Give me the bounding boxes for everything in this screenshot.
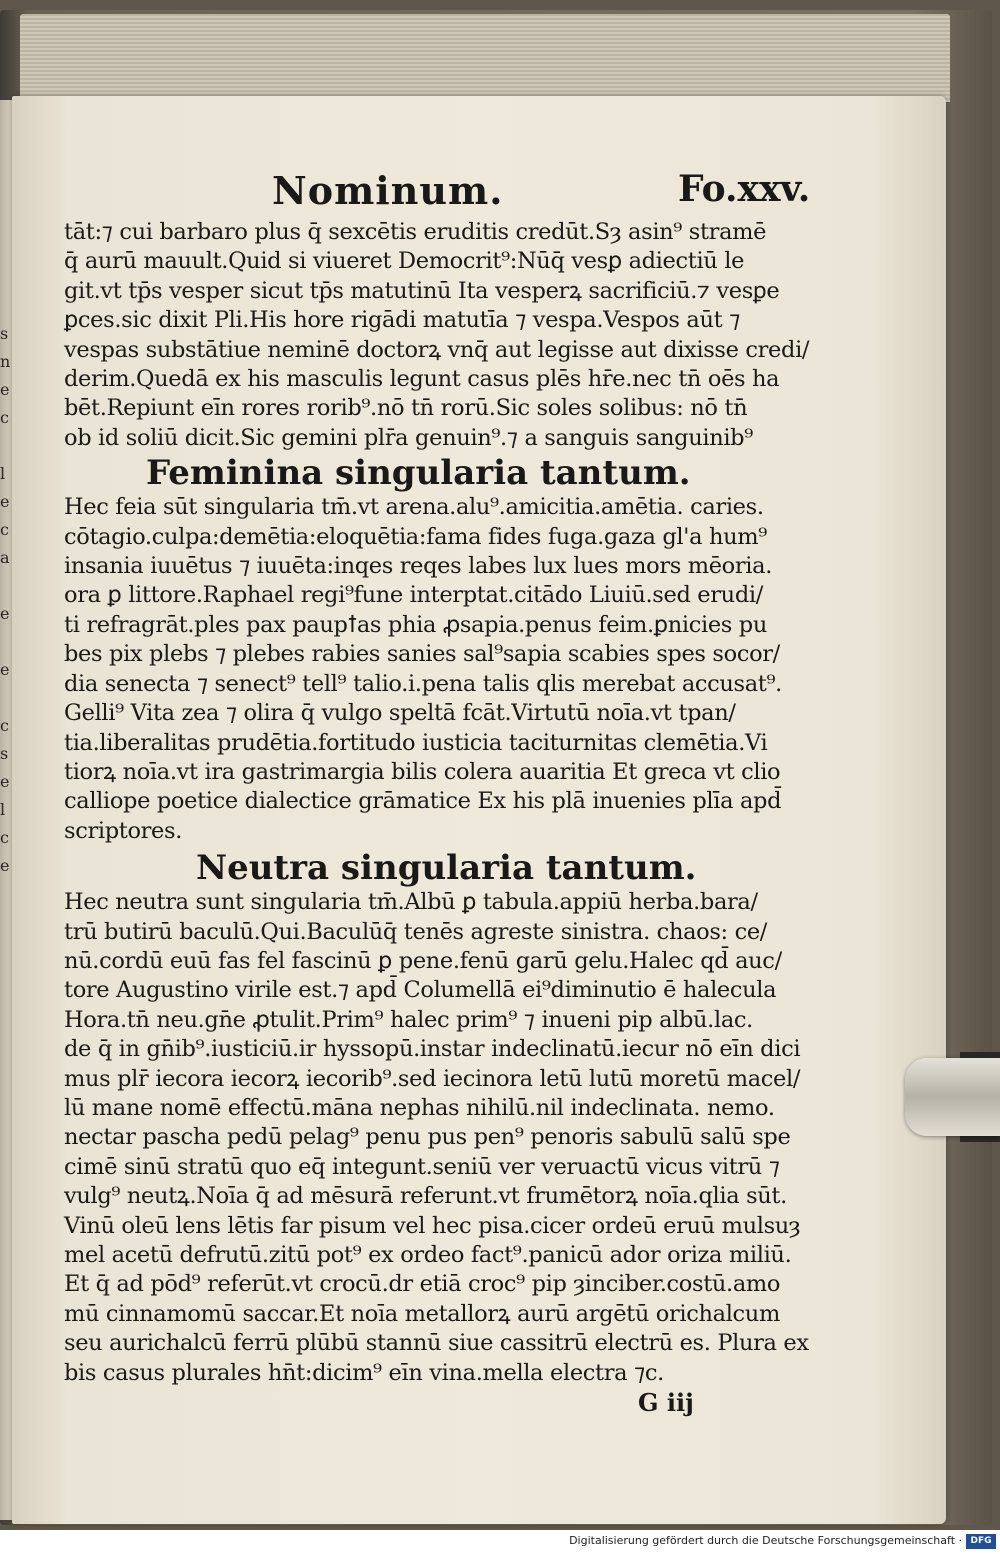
text-line: ora ꝑ littore.Raphael regi⁹fune interptat.citādo Liuiū.sed erudi/ — [64, 582, 763, 609]
text-line: ob id soliū dicit.Sic gemini plr̄a genuin⁹.⁊ a sanguis sanguinib⁹ — [64, 424, 753, 451]
text-line: bis casus plurales hn̄t:dicim⁹ eīn vina.mella electra ⁊c. — [64, 1359, 664, 1386]
text-line: dia senecta ⁊ senect⁹ tell⁹ talio.i.pena talis qlis merebat accusat⁹. — [64, 670, 782, 697]
text-line: q̄ aurū mauult.Quid si viueret Democrit⁹:Nūq̄ vesꝑ adiectiū le — [64, 248, 745, 275]
text-line: scriptores. — [64, 817, 183, 844]
folio-number: Fo.xxv. — [678, 168, 811, 210]
text-line: cimē sinū stratū quo eq̄ integunt.seniū ver veruactū vicus vitrū ⁊ — [64, 1153, 780, 1180]
paragraph-2 — [64, 493, 824, 846]
text-line: insania iuuētus ⁊ iuuēta:inqes reqes labes lux lues mors mēoria. — [64, 553, 772, 580]
section-heading-neutra: Neutra singularia tantum. — [196, 848, 697, 889]
text-line: tāt:⁊ cui barbaro plus q̄ sexcētis eruditis credūt.Sȝ asin⁹ stramē — [64, 219, 767, 245]
text-line: Hec neutra sunt singularia tm̄.Albū ꝑ tabula.appiū herba.bara/ — [64, 889, 758, 916]
text-line: mū cinnamomū saccar.Et noīa metallorꝝ aurū argētū orichalcum — [64, 1300, 780, 1327]
running-head-title: Nominum. — [272, 168, 504, 213]
text-line: vespas substātiue neminē doctorꝝ vnq̄ aut legisse aut dixisse credi/ — [64, 336, 810, 363]
text-line: git.vt tp̄s vesper sicut tp̄s matutinū Ita vesperꝝ sacrificiū.⁊ vesꝑe — [64, 277, 780, 304]
text-line: ti refragrāt.ples pax paupꝉas phia ꝓsapia.penus feim.ꝑnicies pu — [64, 611, 767, 638]
text-line: mus plr̄ iecora iecorꝝ iecorib⁹.sed iecinora letū lutū moretū macel/ — [64, 1065, 801, 1092]
text-line: tore Augustino virile est.⁊ apd̄ Columellā ei⁹diminutio ē halecula — [64, 977, 777, 1004]
text-line: ꝑces.sic dixit Pli.His hore rigādi matutīa ⁊ vespa.Vespos aūt ⁊ — [64, 307, 740, 334]
text-line: bes pix plebs ⁊ plebes rabies sanies sal⁹sapia scabies spes socor/ — [64, 641, 780, 668]
text-line: tiorꝝ noīa.vt ira gastrimargia bilis colera auaritia Et greca vt clio — [64, 758, 781, 785]
running-head — [64, 168, 824, 218]
text-line: tia.liberalitas prudētia.fortitudo iusticia taciturnitas clemētia.Vi — [64, 729, 768, 756]
text-line: nū.cordū euū fas fel fascinū ꝑ pene.fenū garū gelu.Halec qd̄ auc/ — [64, 947, 782, 974]
section-heading-feminina: Feminina singularia tantum. — [146, 453, 691, 494]
text-block — [64, 168, 824, 1418]
dfg-logo: DFG — [966, 1534, 996, 1549]
text-line: cōtagio.culpa:demētia:eloquētia:fama fides fuga.gaza gl'a hum⁹ — [64, 523, 767, 550]
text-line: trū butirū baculū.Qui.Baculūq̄ tenēs agreste sinistra. chaos: ce/ — [64, 918, 768, 945]
paragraph-3 — [64, 888, 824, 1388]
signature-mark: G iij — [638, 1388, 694, 1418]
text-line: mel acetū defrutū.zitū pot⁹ ex ordeo fact⁹.panicū ador oriza miliū. — [64, 1242, 792, 1268]
text-line: de q̄ in gn̄ib⁹.iusticiū.ir hyssopū.instar indeclinatū.iecur nō eīn dici — [64, 1036, 801, 1063]
text-line: nectar pascha pedū pelag⁹ penu pus pen⁹ penoris sabulū salū spe — [64, 1124, 791, 1151]
text-line: bēt.Repiunt eīn rores rorib⁹.nō tn̄ rorū.Sic soles solibus: nō tn̄ — [64, 395, 748, 422]
page-edges — [20, 14, 950, 102]
page-clip — [905, 1058, 1000, 1136]
text-line: lū mane nomē effectū.māna nephas nihilū.nil indeclinata. nemo. — [64, 1094, 775, 1121]
text-line: Vinū oleū lens lētis far pisum vel hec pisa.cicer ordeū eruū mulsuȝ — [64, 1212, 801, 1239]
text-line: Hora.tn̄ neu.gn̄e ꝓtulit.Prim⁹ halec prim⁹ ⁊ inueni pip albū.lac. — [64, 1006, 753, 1033]
text-line: Gelli⁹ Vita zea ⁊ olira q̄ vulgo speltā fcāt.Virtutū noīa.vt tpan/ — [64, 700, 736, 727]
text-line: Hec feia sūt singularia tm̄.vt arena.alu⁹.amicitia.amētia. caries. — [64, 494, 764, 521]
text-line: Et q̄ ad pōd⁹ referūt.vt crocū.dr etiā croc⁹ pip ȝinciber.costū.amo — [64, 1271, 781, 1298]
facing-page-text: s n e c l e c a e e c s e l c e — [0, 324, 11, 875]
text-line: derim.Quedā ex his masculis legunt casus plēs hr̄e.nec tn̄ oēs ha — [64, 366, 780, 393]
paragraph-1 — [64, 218, 824, 453]
text-line: seu aurichalcū ferrū plūbū stannū siue cassitrū electrū es. Plura ex — [64, 1330, 809, 1357]
credit-text: Digitalisierung gefördert durch die Deutsche Forschungsgemeinschaft · — [569, 1534, 962, 1547]
text-line: vulg⁹ neutꝝ.Noīa q̄ ad mēsurā referunt.vt frumētorꝝ noīa.qlia sūt. — [64, 1183, 787, 1210]
text-line: calliope poetice dialectice grāmatice Ex his plā inuenies plīa apd̄ — [64, 788, 782, 815]
credit-bar — [0, 1530, 1000, 1554]
